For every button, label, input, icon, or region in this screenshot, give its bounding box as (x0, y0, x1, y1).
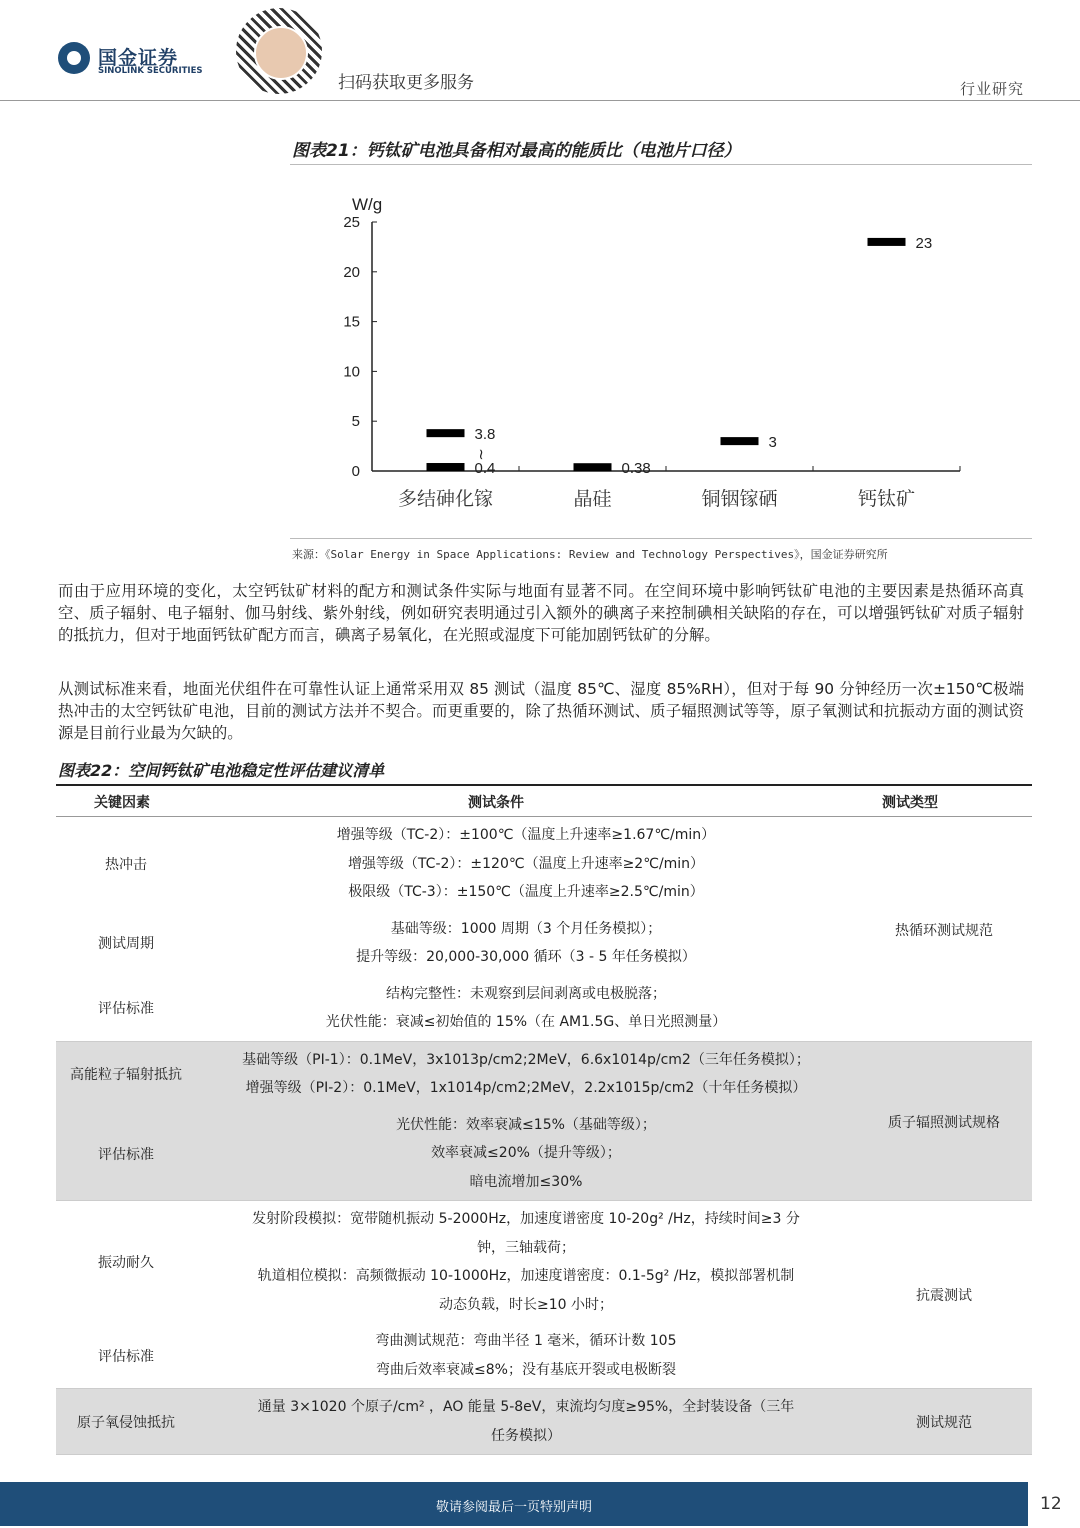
table-block (56, 1389, 1032, 1455)
table-row (56, 817, 1032, 911)
brand-name-cn: 国金证券 (98, 47, 179, 69)
condition-cell (196, 1327, 856, 1384)
value-label: 3.8 (474, 426, 496, 444)
value-label: 3 (768, 434, 777, 452)
condition-cell (196, 915, 856, 972)
header-type: 测试类型 (882, 795, 938, 811)
condition-line: 动态负载，时长≥10 小时； (439, 1296, 613, 1313)
table-22-title: 图表22：空间钙钛矿电池稳定性评估建议清单 (58, 761, 385, 780)
x-category-label: 晶硅 (573, 488, 612, 510)
condition-line: 钟，三轴载荷； (477, 1239, 575, 1256)
qr-center-badge (254, 26, 308, 80)
condition-cell (196, 1111, 856, 1197)
condition-line: 通量 3×1020 个原子/cm² ，AO 能量 5-8eV，束流均匀度≥95%，全封装设备（三年 (257, 1399, 795, 1415)
value-label: 0.4 (474, 460, 496, 478)
stability-evaluation-table (56, 784, 1032, 1455)
condition-line: 提升等级：20,000-30,000 循环（3 - 5 年任务模拟） (356, 949, 696, 965)
header-factor: 关键因素 (94, 795, 150, 811)
table-header-row (56, 784, 1032, 817)
factor-cell: 评估标准 (98, 1001, 154, 1017)
condition-line: 基础等级：1000 周期（3 个月任务模拟）； (390, 920, 662, 937)
condition-line: 光伏性能：衰减≤初始值的 15%（在 AM1.5G、单日光照测量） (325, 1014, 727, 1030)
condition-line: 发射阶段模拟：宽带随机振动 5-2000Hz，加速度谱密度 10-20g² /Hz，持续时间≥3 分 (252, 1211, 800, 1227)
figure-top-rule (290, 164, 1032, 165)
condition-cell (196, 821, 856, 907)
y-tick-label: 15 (343, 313, 360, 331)
table-body (56, 817, 1032, 1455)
condition-cell (196, 1046, 856, 1103)
x-category-label: 钙钛矿 (857, 488, 916, 510)
body-paragraph-1: 而由于应用环境的变化，太空钙钛矿材料的配方和测试条件实际与地面有显著不同。在空间环境中影响钙钛矿电池的主要因素是热循环高真空、质子辐射、电子辐射、伽马射线、紫外射线，例如研究表明通过引入额外的碘离子来控制碘相关缺陷的存在，可以增强钙钛矿对质子辐射的抵抗力，但对于地面钙钛矿配方而言，碘离子易氧化，在光照或湿度下可能加剧钙钛矿的分解。 (58, 582, 1024, 644)
value-mark (427, 429, 465, 437)
table-row (56, 1042, 1032, 1107)
condition-line: 弯曲后效率衰减≤8%；没有基底开裂或电极断裂 (376, 1361, 676, 1378)
header-divider (0, 100, 1080, 101)
table-row (56, 1323, 1032, 1388)
factor-cell: 热冲击 (105, 857, 147, 873)
test-type-cell: 抗震测试 (916, 1288, 972, 1304)
condition-line: 弯曲测试规范：弯曲半径 1 毫米，循环计数 105 (375, 1333, 677, 1349)
test-type-cell: 测试规范 (916, 1415, 972, 1431)
section-label: 行业研究 (959, 80, 1024, 98)
y-tick-label: 0 (351, 463, 360, 480)
body-paragraph-2: 从测试标准来看，地面光伏组件在可靠性认证上通常采用双 85 测试（温度 85℃、湿度 85%RH），但对于每 90 分钟经历一次±150℃极端热冲击的太空钙钛矿电池，目前的测试方法并不契合。而更重要的，除了热循环测试、质子辐照测试等等，原子氧测试和抗振动方面的测试资源是目前行业最为欠缺的。 (58, 680, 1024, 742)
table-row (56, 976, 1032, 1041)
condition-line: 增强等级（PI-2）：0.1MeV，1x1014p/cm2;2MeV，2.2x1015p/cm2（十年任务模拟） (245, 1080, 807, 1096)
condition-line: 增强等级（TC-2）：±100℃（温度上升速率≥1.67℃/min） (336, 827, 716, 843)
y-tick-label: 25 (343, 214, 360, 231)
condition-line: 极限级（TC-3）：±150℃（温度上升速率≥2.5℃/min） (348, 884, 704, 900)
factor-cell: 原子氧侵蚀抵抗 (77, 1414, 175, 1431)
x-category-label: 多结砷化镓 (397, 488, 494, 510)
scan-prompt: 扫码获取更多服务 (338, 73, 474, 93)
condition-cell (196, 980, 856, 1037)
condition-line: 效率衰减≤20%（提升等级）； (431, 1145, 621, 1161)
condition-line: 基础等级（PI-1）：0.1MeV，3x1013p/cm2;2MeV，6.6x1014p/cm2（三年任务模拟）； (242, 1051, 810, 1068)
x-category-label: 铜铟镓硒 (701, 488, 778, 510)
condition-cell (196, 1205, 856, 1319)
page-number: 12 (1040, 1494, 1062, 1514)
factor-cell: 高能粒子辐射抵抗 (70, 1067, 182, 1083)
test-type-cell: 质子辐照测试规格 (888, 1114, 1000, 1131)
condition-cell (196, 1393, 856, 1450)
factor-cell: 测试周期 (98, 936, 154, 952)
value-mark (721, 437, 759, 445)
factor-cell: 振动耐久 (98, 1255, 154, 1271)
value-mark (868, 238, 906, 246)
y-tick-label: 10 (343, 363, 360, 381)
value-mark (574, 463, 612, 471)
sinolink-logo-icon (58, 42, 90, 74)
condition-line: 任务模拟） (491, 1427, 561, 1444)
condition-line: 光伏性能：效率衰减≤15%（基础等级）； (396, 1116, 656, 1133)
figure-21-source: 来源：《Solar Energy in Space Applications: Review and Technology Perspectives》，国金证券研究所 (292, 548, 888, 561)
brand-name-en: SINOLINK SECURITIES (98, 66, 203, 76)
value-label: 23 (915, 234, 933, 252)
condition-line: 增强等级（TC-2）：±120℃（温度上升速率≥2℃/min） (347, 855, 705, 872)
table-block (56, 817, 1032, 1042)
factor-cell: 评估标准 (98, 1146, 154, 1163)
header-condition: 测试条件 (468, 795, 524, 811)
condition-line: 暗电流增加≤30% (469, 1173, 583, 1190)
figure-bottom-rule (290, 538, 1032, 539)
value-label: 0.38 (621, 460, 651, 478)
table-block (56, 1201, 1032, 1389)
energy-to-mass-chart (290, 166, 1032, 536)
range-symbol: ~ (472, 448, 491, 461)
y-tick-label: 20 (343, 263, 360, 281)
condition-line: 轨道相位模拟：高频微振动 10-1000Hz，加速度谱密度：0.1-5g² /Hz，模拟部署机制 (257, 1268, 795, 1284)
footer-notice: 敬请参阅最后一页特别声明 (435, 1500, 592, 1515)
factor-cell: 评估标准 (98, 1348, 154, 1365)
condition-line: 结构完整性：未观察到层间剥离或电极脱落； (386, 985, 666, 1002)
table-block (56, 1042, 1032, 1202)
y-unit-label: W/g (352, 195, 383, 214)
test-type-cell: 热循环测试规范 (895, 922, 993, 939)
figure-21-title: 图表21：钙钛矿电池具备相对最高的能质比（电池片口径） (292, 141, 741, 161)
page-header (0, 0, 1080, 102)
y-tick-label: 5 (351, 413, 360, 431)
value-mark (427, 463, 465, 471)
